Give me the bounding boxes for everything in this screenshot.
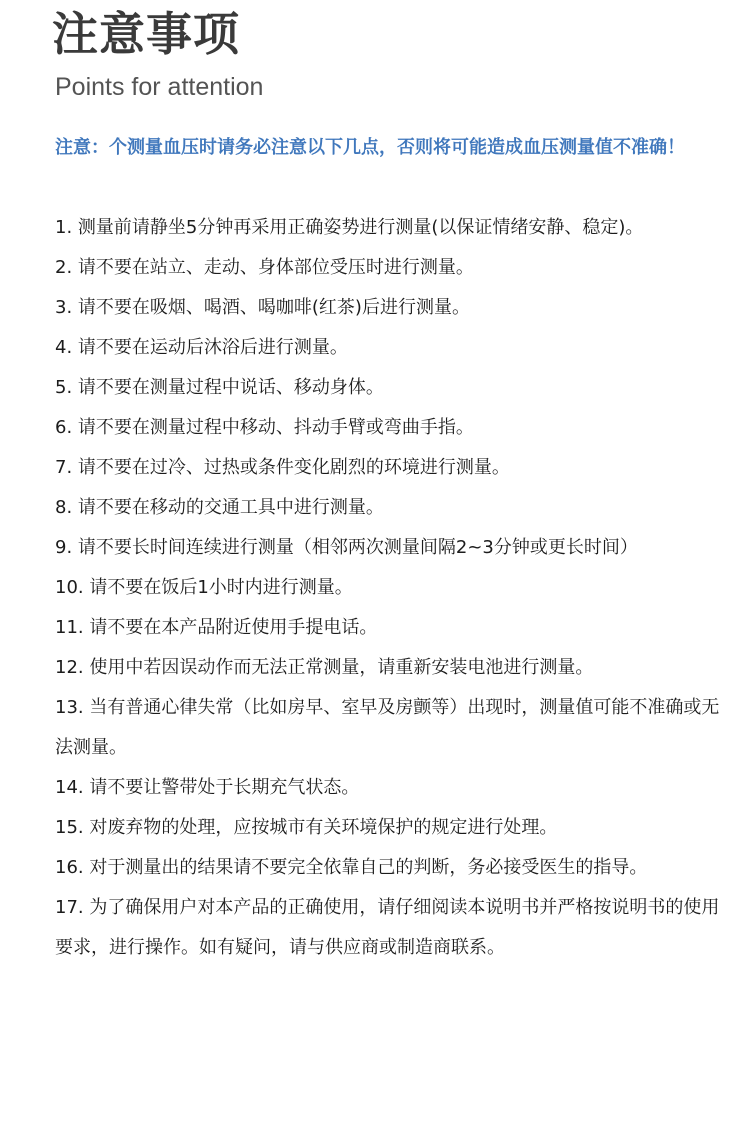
- list-item: 12. 使用中若因误动作而无法正常测量，请重新安装电池进行测量。: [55, 657, 594, 678]
- list-item: 13. 当有普通心律失常（比如房早、室早及房颤等）出现时，测量值可能不准确或无法测量。: [55, 697, 720, 758]
- list-item: 11. 请不要在本产品附近使用手提电话。: [55, 617, 378, 638]
- list-item: 16. 对于测量出的结果请不要完全依靠自己的判断，务必接受医生的指导。: [55, 857, 648, 878]
- list-item: 15. 对废弃物的处理，应按城市有关环境保护的规定进行处理。: [55, 817, 558, 838]
- list-item: 7. 请不要在过冷、过热或条件变化剧烈的环境进行测量。: [55, 457, 510, 478]
- page-title: 注意事项: [52, 7, 240, 61]
- list-item: 8. 请不要在移动的交通工具中进行测量。: [55, 497, 384, 518]
- warning-notice: 注意：个测量血压时请务必注意以下几点，否则将可能造成血压测量值不准确！: [55, 137, 685, 158]
- list-item: 17. 为了确保用户对本产品的正确使用，请仔细阅读本说明书并严格按说明书的使用要求，进行操作。如有疑问，请与供应商或制造商联系。: [55, 897, 720, 958]
- list-item: 1. 测量前请静坐5分钟再采用正确姿势进行测量(以保证情绪安静、稳定)。: [55, 217, 644, 238]
- page-subtitle: Points for attention: [55, 73, 264, 101]
- list-item: 3. 请不要在吸烟、喝酒、喝咖啡(红茶)后进行测量。: [55, 297, 470, 318]
- list-item: 6. 请不要在测量过程中移动、抖动手臂或弯曲手指。: [55, 417, 474, 438]
- list-item: 10. 请不要在饭后1小时内进行测量。: [55, 577, 353, 598]
- list-item: 5. 请不要在测量过程中说话、移动身体。: [55, 377, 384, 398]
- list-item: 14. 请不要让警带处于长期充气状态。: [55, 777, 360, 798]
- list-item: 9. 请不要长时间连续进行测量（相邻两次测量间隔2~3分钟或更长时间）: [55, 537, 638, 558]
- list-item: 2. 请不要在站立、走动、身体部位受压时进行测量。: [55, 257, 474, 278]
- list-item: 4. 请不要在运动后沐浴后进行测量。: [55, 337, 348, 358]
- attention-list: [55, 208, 720, 968]
